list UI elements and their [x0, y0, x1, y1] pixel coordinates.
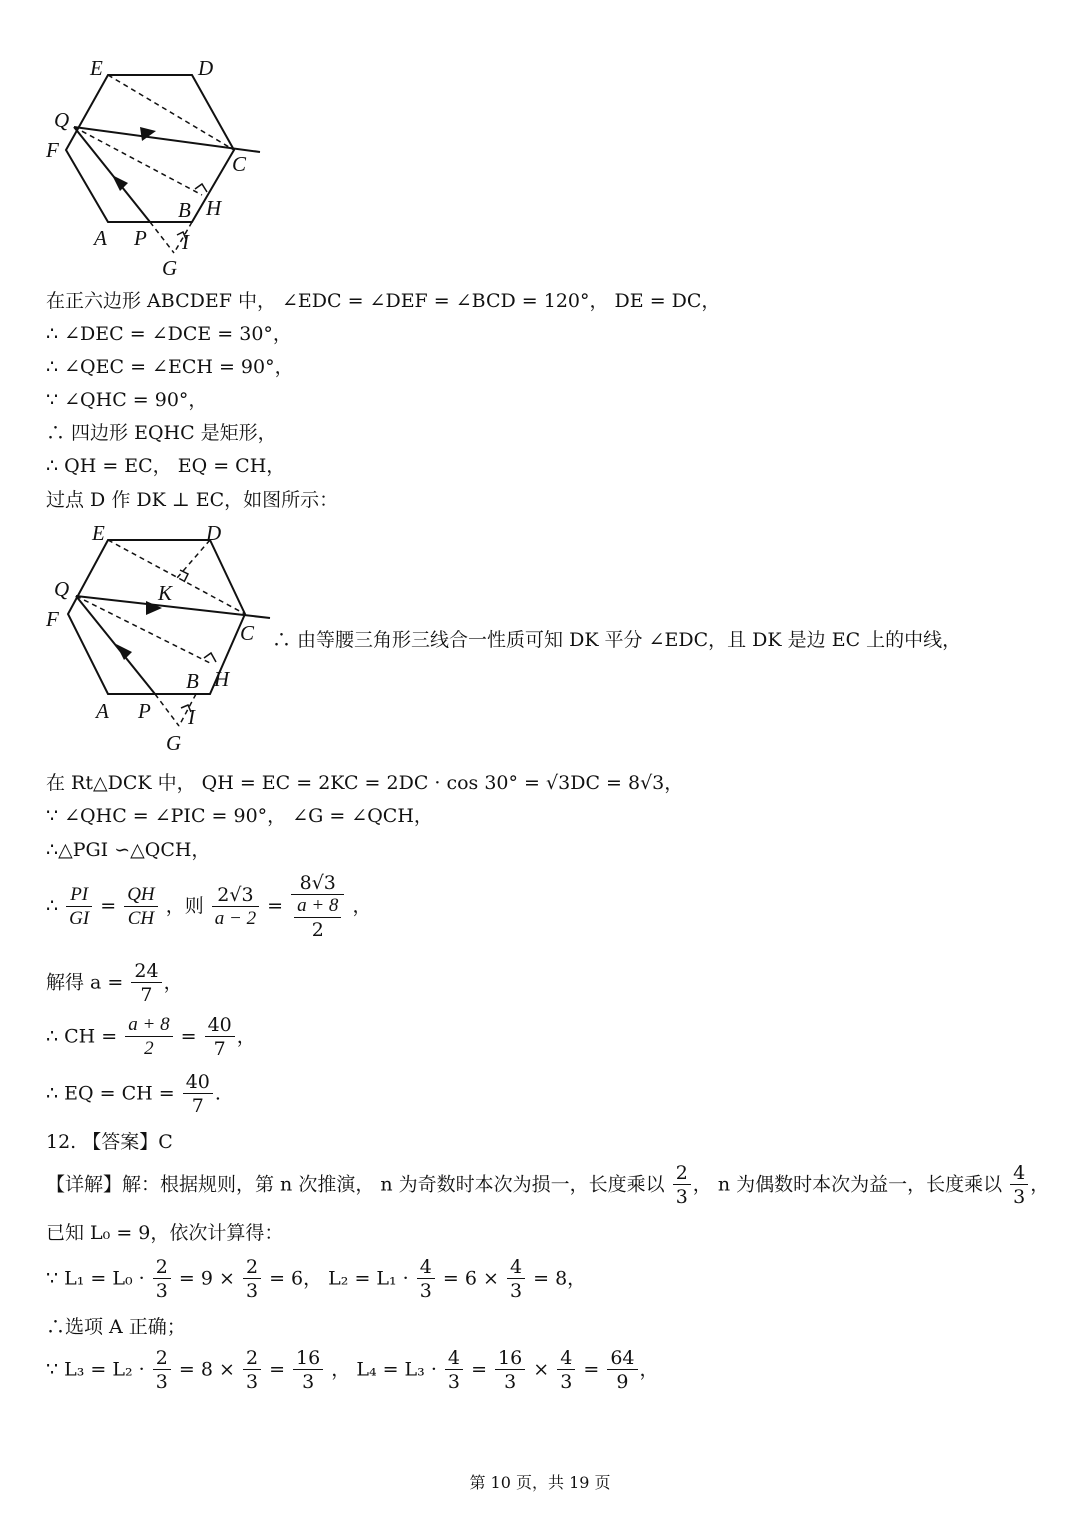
fraction-24-7: $\frac{24}{7}$	[131, 960, 161, 1007]
fig1-label-G: G	[162, 256, 178, 280]
fig1-label-P: P	[134, 226, 147, 250]
text-line-20: ∴选项 A 正确；	[46, 1316, 186, 1338]
text-line-4: ∵ ∠QHC = 90°，	[46, 389, 208, 411]
text-line-3: ∴ ∠QEC = ∠ECH = 90°，	[46, 356, 294, 378]
text-line-19: ∵ L₁ = L₀ · $\frac{2}{3}$ = 9 × $\frac{2}{3}$ = 6， L₂ = L₁ · $\frac{4}{3}$ = 6 × $\frac{4}{3}$ = 8，	[46, 1256, 587, 1302]
fraction-64-9: $\frac{64}{9}$	[607, 1347, 637, 1394]
fraction-2-3-a: $\frac{2}{3}$	[673, 1162, 691, 1209]
fig1-label-C: C	[232, 152, 247, 176]
fraction-4-3-c: $\frac{4}{3}$	[507, 1256, 525, 1303]
fig1-label-Q: Q	[54, 108, 70, 132]
fraction-16-3-b: $\frac{16}{3}$	[495, 1347, 525, 1394]
text-line-21: ∵ L₃ = L₂ · $\frac{2}{3}$ = 8 × $\frac{2}{3}$ = $\frac{16}{3}$ ， L₄ = L₃ · $\frac{4}{3}$ = $\frac{16}{3}$ × $\frac{4}{3}$ = $\frac{64}{9}$ ，	[46, 1347, 659, 1393]
fraction-4-3-a: $\frac{4}{3}$	[1010, 1162, 1028, 1209]
fraction-2-3-b: $\frac{2}{3}$	[153, 1256, 171, 1303]
fraction-pi-gi: $\frac{PI}{GI}$	[66, 884, 92, 931]
arrow-head-1	[140, 127, 156, 141]
fraction-a8-2: $\frac{a + 8}{2}$	[125, 1014, 172, 1061]
text-line-7: 过点 D 作 DK ⊥ EC，如图所示：	[46, 489, 339, 511]
fraction-2sqrt3-over-a-2: $\frac{2√3}{a - 2}$	[212, 884, 259, 931]
text-line-17: 【详解】解：根据规则，第 n 次推演， n 为奇数时本次为损一，长度乘以 $\frac{2}{3}$ ， n 为偶数时本次为益一，长度乘以 $\frac{4}{3}$ ，	[46, 1162, 1050, 1208]
fig1-label-A: A	[94, 226, 107, 250]
page-footer: 第 10 页，共 19 页	[469, 1473, 611, 1492]
fig2-label-K: K	[158, 581, 173, 605]
fig2-label-G: G	[166, 731, 182, 753]
fig1-label-F: F	[46, 138, 59, 162]
arrow-head-2	[112, 175, 128, 191]
fig2-label-D: D	[206, 521, 222, 545]
text-line-6: ∴ QH = EC， EQ = CH，	[46, 455, 286, 477]
fraction-4-3-b: $\frac{4}{3}$	[417, 1256, 435, 1303]
text-line-16: 12. 【答案】C	[46, 1131, 173, 1153]
fig1-label-B: B	[178, 198, 191, 222]
fig1-label-H: H	[206, 196, 222, 220]
text-line-2: ∴ ∠DEC = ∠DCE = 30°，	[46, 323, 292, 345]
fraction-4-3-e: $\frac{4}{3}$	[557, 1347, 575, 1394]
text-line-13: 解得 a = $\frac{24}{7}$ ，	[46, 960, 183, 1006]
text-line-18: 已知 L₀ = 9，依次计算得：	[46, 1222, 284, 1244]
fig1-label-I: I	[182, 230, 189, 254]
fig2-label-F: F	[46, 607, 59, 631]
figure-1-hexagon	[40, 55, 270, 285]
fraction-qh-ch: $\frac{QH}{CH}$	[124, 884, 157, 931]
text-line-9: 在 Rt△DCK 中， QH = EC = 2KC = 2DC · cos 30° = √3DC = 8√3，	[46, 772, 684, 794]
text-line-12: ∴ $\frac{PI}{GI}$ = $\frac{QH}{CH}$ ，则 $\frac{2√3}{a - 2}$ = $\frac{8√3}{\frac{a + 8}{2}}$ ，	[46, 872, 372, 941]
text-line-11: ∴△PGI ∽△QCH，	[46, 839, 211, 861]
fig1-label-E: E	[90, 56, 103, 80]
fig2-label-C: C	[240, 621, 255, 645]
fig2-label-H: H	[214, 667, 230, 691]
text-line-10: ∵ ∠QHC = ∠PIC = 90°， ∠G = ∠QCH，	[46, 805, 433, 827]
fraction-8sqrt3-complex: $\frac{8√3}{\frac{a + 8}{2}}$	[291, 872, 344, 942]
text-line-5: ∴ 四边形 EQHC 是矩形，	[46, 422, 277, 444]
fig2-label-P: P	[138, 699, 151, 723]
fraction-40-7: $\frac{40}{7}$	[205, 1014, 235, 1061]
fraction-2-3-e: $\frac{2}{3}$	[243, 1347, 261, 1394]
fraction-40-7-b: $\frac{40}{7}$	[183, 1071, 213, 1118]
fig2-label-Q: Q	[54, 577, 70, 601]
fig2-label-A: A	[96, 699, 109, 723]
text-line-15: ∴ EQ = CH = $\frac{40}{7}$ .	[46, 1071, 221, 1117]
fig2-label-I: I	[188, 705, 195, 729]
fraction-2-3-d: $\frac{2}{3}$	[153, 1347, 171, 1394]
arrow-head-4	[116, 644, 132, 660]
figure-2-hexagon	[40, 518, 275, 753]
fraction-2-3-c: $\frac{2}{3}$	[243, 1256, 261, 1303]
fraction-16-3-a: $\frac{16}{3}$	[293, 1347, 323, 1394]
text-line-1: 在正六边形 ABCDEF 中， ∠EDC = ∠DEF = ∠BCD = 120°， DE = DC，	[46, 290, 721, 312]
text-line-14: ∴ CH = $\frac{a + 8}{2}$ = $\frac{40}{7}$ ，	[46, 1014, 256, 1060]
fig1-label-D: D	[198, 56, 214, 80]
text-line-8: ∴ 由等腰三角形三线合一性质可知 DK 平分 ∠EDC，且 DK 是边 EC 上的中线，	[272, 629, 962, 651]
fraction-4-3-d: $\frac{4}{3}$	[445, 1347, 463, 1394]
fig2-label-B: B	[186, 669, 199, 693]
fig2-label-E: E	[92, 521, 105, 545]
